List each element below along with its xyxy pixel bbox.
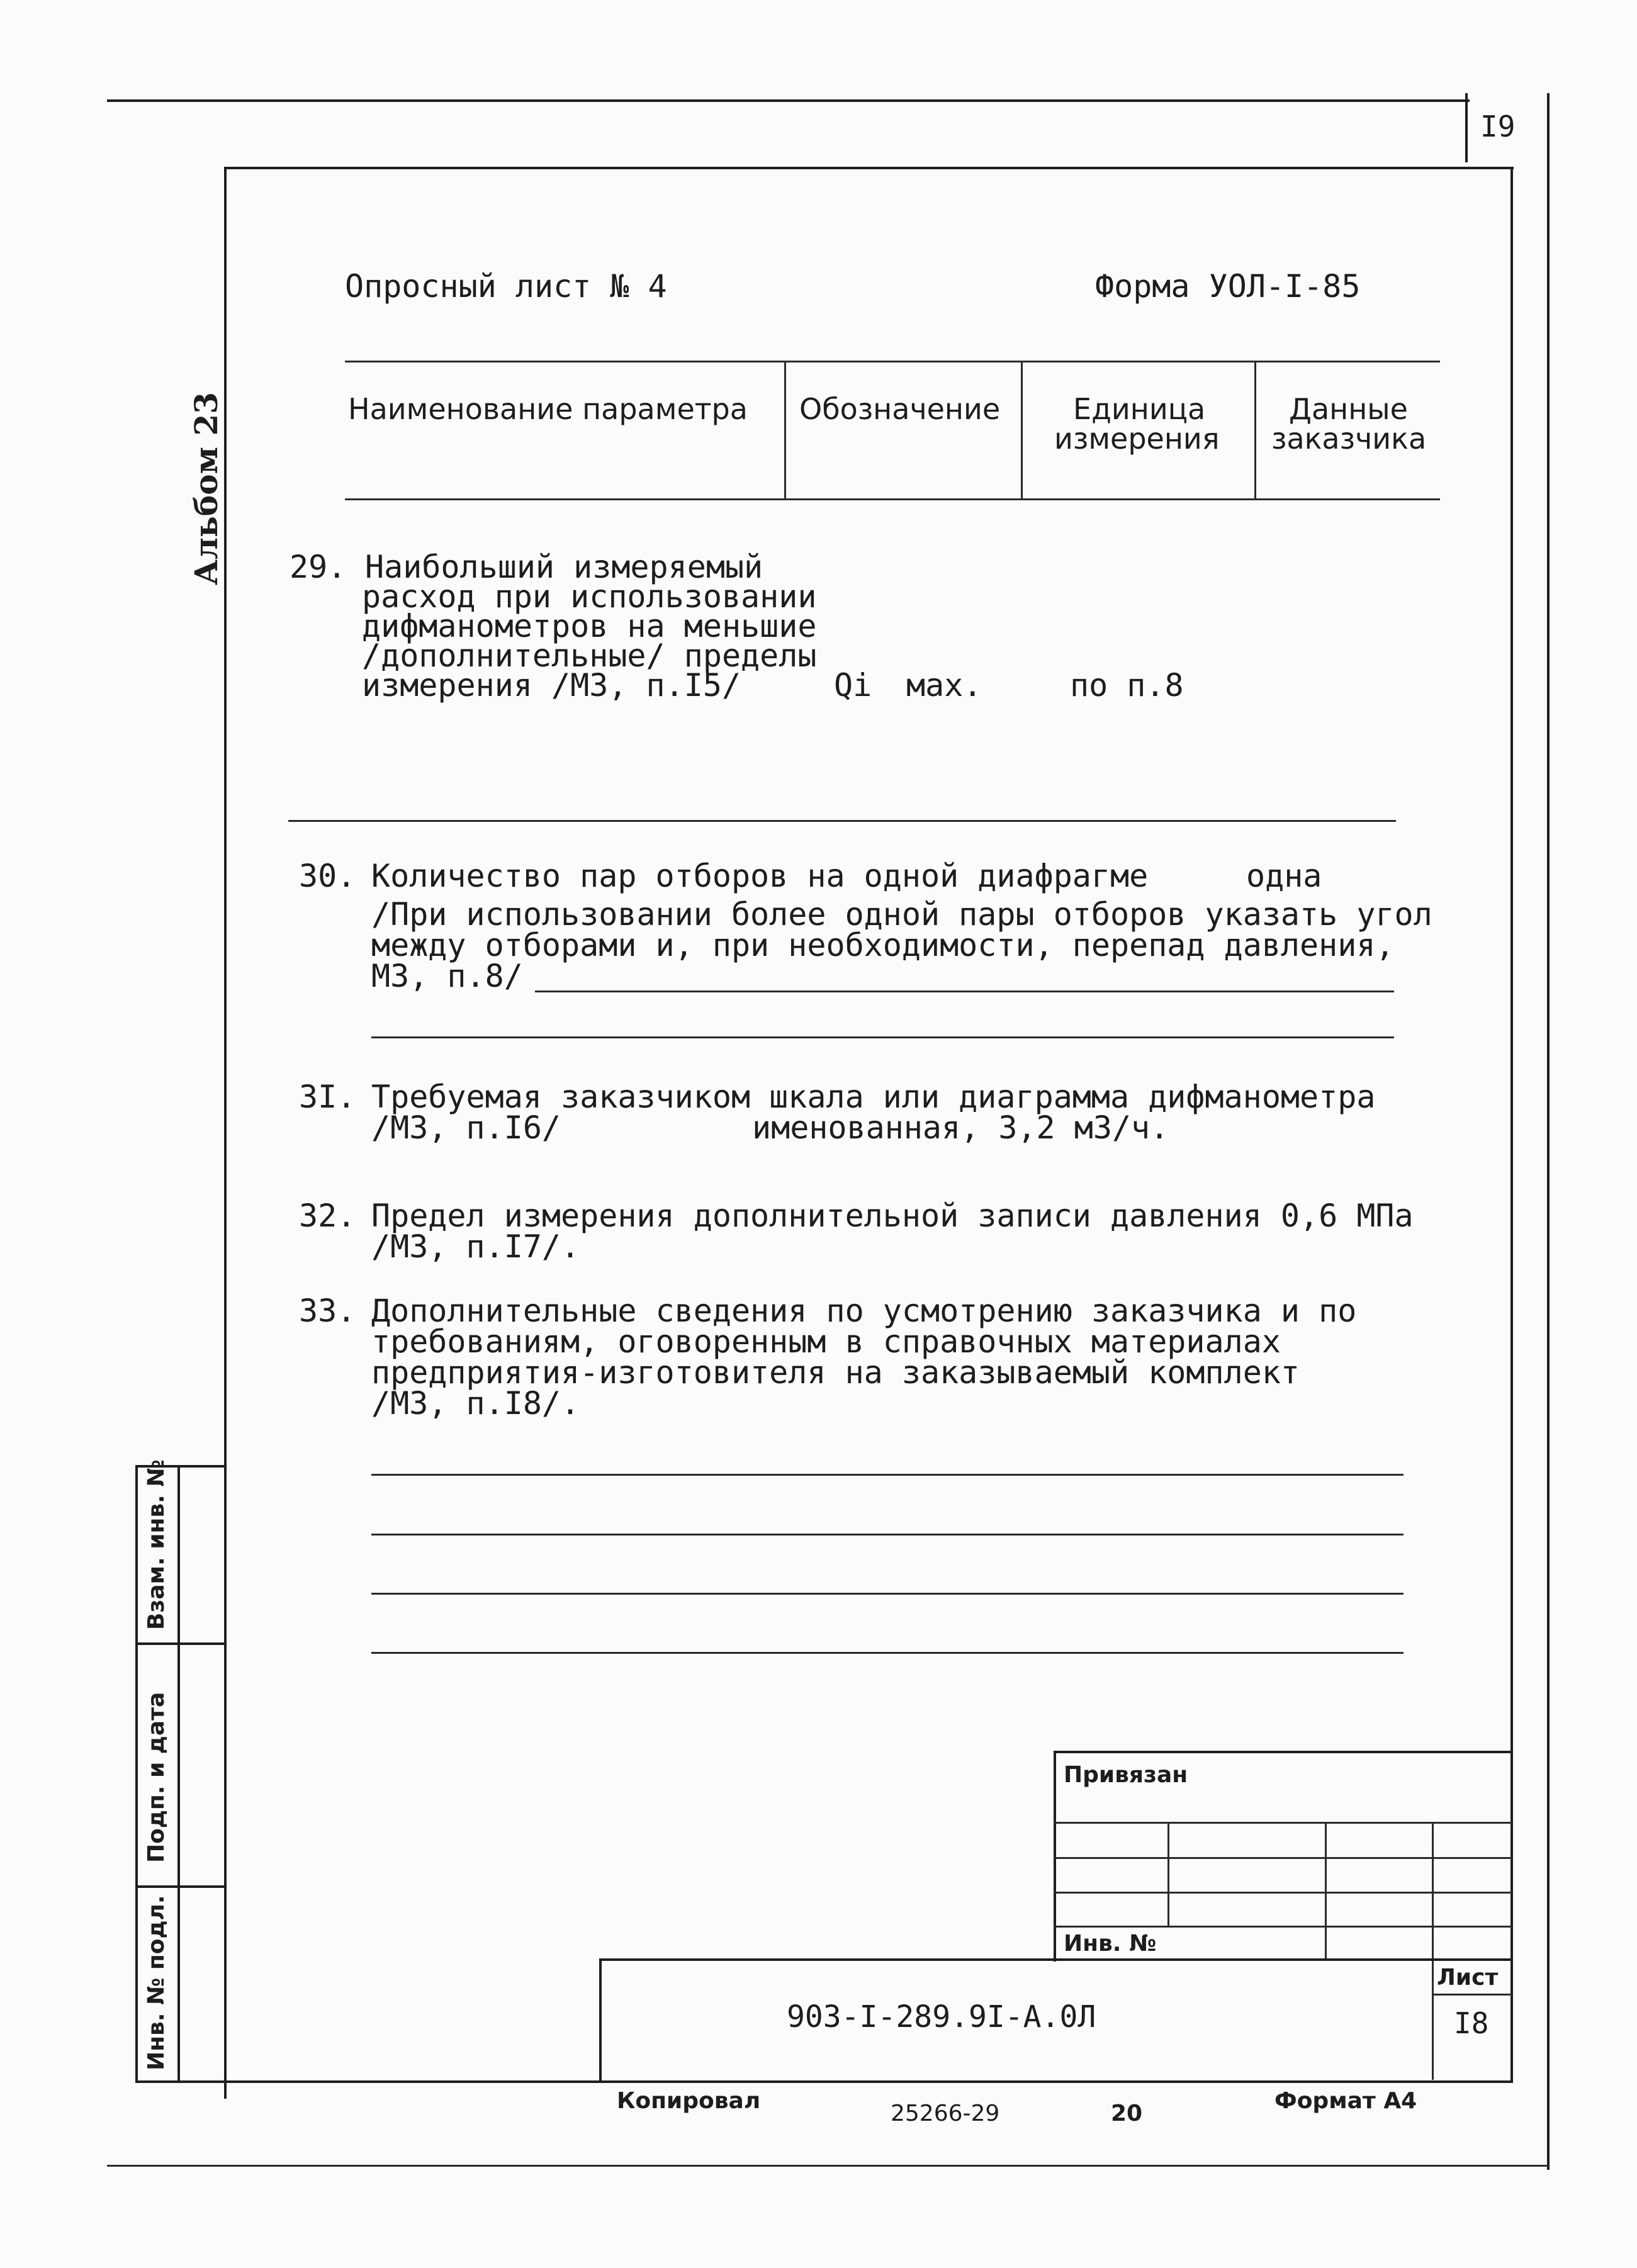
item-31-value: именованная, 3,2 м3/ч.	[752, 1109, 1169, 1146]
item-30-value: одна	[1246, 858, 1322, 894]
tb-inv-no: Инв. №	[1064, 1931, 1157, 1956]
item-33-number: 33.	[299, 1293, 356, 1329]
item-29-line-5: измерения /М3, п.I5/	[362, 667, 741, 704]
item-30-line-4: М3, п.8/	[371, 958, 523, 994]
tb-list-number: I8	[1454, 2006, 1489, 2040]
item-30-line-1: Количество пар отборов на одной диафрагме	[371, 858, 1149, 894]
frame-bottom	[135, 2080, 1512, 2083]
header-unit-1: Единица	[1073, 392, 1206, 426]
tb-left	[1054, 1751, 1056, 1962]
tb-row-1	[1054, 1822, 1513, 1824]
tb-col-3	[1432, 1822, 1434, 2080]
item-29-separator	[288, 820, 1396, 822]
stamp-podp-data: Подп. и дата	[143, 1692, 169, 1863]
frame-right	[1510, 167, 1513, 2083]
header-top-rule	[345, 361, 1440, 362]
item-33-line-4: /М3, п.I8/.	[371, 1385, 580, 1422]
footer-order-number: 25266-29	[891, 2101, 1000, 2126]
top-sheet-number: I9	[1480, 109, 1516, 143]
item-31-line-2: /М3, п.I6/	[371, 1109, 561, 1146]
tb-row-4	[1054, 1926, 1513, 1928]
header-customer-1: Данные	[1289, 392, 1408, 426]
item-33-line-1: Дополнительные сведения по усмотрению заказчика и по	[371, 1293, 1357, 1329]
tb-code-left	[599, 1958, 602, 2083]
header-designation: Обозначение	[799, 392, 1001, 426]
stamp-inner-edge	[177, 1466, 180, 2083]
item-29-number: 29.	[290, 549, 347, 585]
item-32-line-1: Предел измерения дополнительной записи давления 0,6 МПа	[371, 1198, 1414, 1234]
item-33-answer-line-1	[371, 1474, 1404, 1476]
tb-list-divider	[1432, 1994, 1512, 1996]
item-33-answer-line-3	[371, 1593, 1404, 1595]
header-customer-2: заказчика	[1271, 422, 1427, 456]
header-divider-3	[1254, 361, 1256, 499]
tb-doc-code: 903-I-289.9I-А.0Л	[787, 1999, 1096, 2035]
item-32-line-2: /М3, п.I7/.	[371, 1228, 580, 1265]
item-29-line-3: дифманометров на меньшие	[362, 608, 817, 644]
item-29-line-4: /дополнительные/ пределы	[362, 637, 817, 674]
sheet-box-left	[1465, 93, 1468, 162]
stamp-inv-podl: Инв. № подл.	[143, 1895, 169, 2070]
footer-order-suffix: 20	[1111, 2101, 1143, 2126]
item-33-line-3: предприятия-изготовителя на заказываемый комплект	[371, 1354, 1300, 1391]
tb-code-top	[599, 1958, 1513, 1961]
item-30-line-3: между отборами и, при необходимости, перепад давления,	[371, 927, 1395, 963]
item-29-line-2: расход при использовании	[362, 578, 817, 615]
tb-list-label: Лист	[1437, 1965, 1499, 1990]
item-33-answer-line-2	[371, 1534, 1404, 1535]
item-30-answer-line-2	[371, 1036, 1394, 1038]
item-30-number: 30.	[299, 858, 356, 894]
form-title: Опросный лист № 4	[345, 268, 667, 305]
tb-col-2	[1325, 1822, 1327, 1960]
page-bottom-rule	[107, 2165, 1548, 2167]
item-31-line-1: Требуемая заказчиком шкала или диаграмма дифманометра	[371, 1079, 1376, 1115]
header-divider-1	[784, 361, 786, 499]
item-30-line-2: /При использовании более одной пары отборов указать угол	[371, 896, 1432, 933]
header-bottom-rule	[345, 498, 1440, 500]
item-33-answer-line-4	[371, 1652, 1404, 1654]
item-29-value: по п.8	[1070, 667, 1184, 704]
footer-kopiroval: Копировал	[617, 2088, 761, 2114]
header-unit-2: измерения	[1054, 422, 1220, 456]
tb-privyazan: Привязан	[1064, 1762, 1188, 1788]
tb-top	[1054, 1751, 1513, 1753]
stamp-left-edge	[135, 1466, 138, 2083]
item-32-number: 32.	[299, 1198, 356, 1234]
item-30-answer-line-1	[535, 991, 1394, 992]
sheet-box-right	[1547, 93, 1550, 2170]
form-code: Форма УОЛ-I-85	[1095, 268, 1361, 305]
footer-format: Формат А4	[1274, 2088, 1417, 2114]
tb-row-2	[1054, 1857, 1513, 1859]
header-divider-2	[1021, 361, 1023, 499]
stamp-divider-2	[135, 1885, 227, 1888]
item-29-line-1: Наибольший измеряемый	[365, 549, 763, 585]
tb-row-3	[1054, 1892, 1513, 1894]
stamp-vzam-inv: Взам. инв. №	[143, 1459, 169, 1630]
frame-top	[227, 167, 1514, 169]
stamp-divider-1	[135, 1642, 227, 1645]
item-29-symbol-suffix: мах.	[906, 667, 982, 704]
header-param-name: Наименование параметра	[348, 392, 748, 426]
album-label: Альбом 23	[188, 391, 225, 585]
item-29-symbol: Qi	[834, 667, 872, 704]
top-rule	[107, 99, 1470, 102]
item-31-number: 3I.	[299, 1079, 356, 1115]
tb-col-1	[1167, 1822, 1169, 1926]
item-33-line-2: требованиям, оговоренным в справочных материалах	[371, 1323, 1281, 1360]
